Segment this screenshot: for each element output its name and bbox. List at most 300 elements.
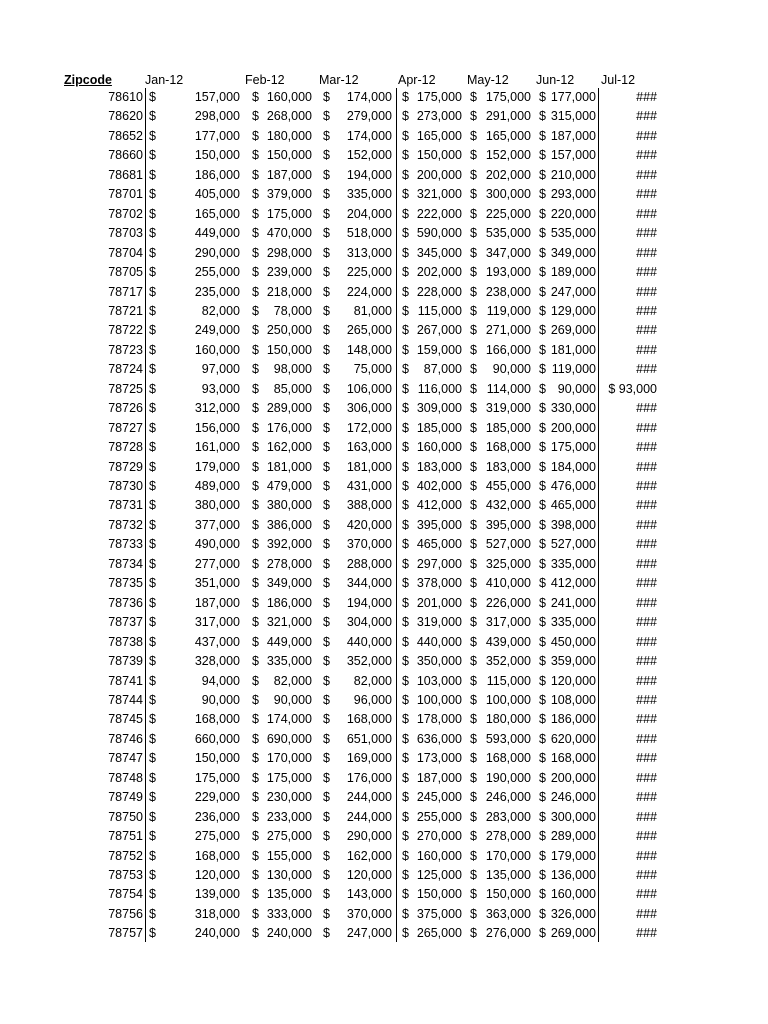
value-cell: ### — [636, 615, 657, 630]
currency-symbol: $ — [402, 90, 409, 104]
zipcode-cell: 78739 — [108, 654, 143, 669]
currency-symbol: $ — [252, 751, 259, 766]
value-cell: 405,000 — [194, 187, 240, 202]
currency-symbol: $ — [252, 303, 259, 318]
zipcode-cell: 78747 — [108, 751, 143, 766]
currency-symbol: $ — [149, 167, 156, 182]
value-cell: 106,000 — [346, 381, 392, 396]
value-cell: 319,000 — [485, 401, 531, 416]
currency-symbol: $ — [323, 926, 330, 941]
value-cell: 239,000 — [266, 265, 312, 280]
currency-symbol: $ — [402, 109, 409, 124]
value-cell: 328,000 — [194, 654, 240, 669]
currency-symbol: $ — [323, 770, 330, 785]
currency-symbol: $ — [470, 906, 477, 921]
value-cell: 352,000 — [346, 654, 392, 669]
value-cell: 246,000 — [550, 790, 596, 805]
table-row — [0, 438, 768, 457]
value-cell: 241,000 — [550, 595, 596, 610]
value-cell: 174,000 — [346, 90, 392, 104]
currency-symbol: $ — [539, 440, 546, 455]
currency-symbol: $ — [252, 459, 259, 474]
value-cell: 386,000 — [266, 517, 312, 532]
currency-symbol: $ — [539, 576, 546, 591]
currency-symbol: $ — [323, 148, 330, 163]
value-cell: 200,000 — [550, 770, 596, 785]
table-row — [0, 516, 768, 535]
currency-symbol: $ — [402, 576, 409, 591]
currency-symbol: $ — [252, 479, 259, 493]
currency-symbol: $ — [539, 692, 546, 707]
currency-symbol: $ — [402, 868, 409, 882]
value-cell: 225,000 — [346, 265, 392, 280]
currency-symbol: $ — [470, 868, 477, 882]
value-cell: 269,000 — [550, 926, 596, 941]
currency-symbol: $ — [402, 128, 409, 143]
value-cell: 87,000 — [423, 362, 462, 377]
currency-symbol: $ — [149, 90, 156, 104]
value-cell: 244,000 — [346, 809, 392, 824]
table-row — [0, 283, 768, 302]
value-cell: 135,000 — [266, 887, 312, 902]
value-cell: 90,000 — [492, 362, 531, 377]
value-cell: 175,000 — [194, 770, 240, 785]
zipcode-cell: 78731 — [108, 498, 143, 513]
value-cell: 527,000 — [550, 537, 596, 552]
currency-symbol: $ — [252, 731, 259, 746]
value-cell: 319,000 — [416, 615, 462, 630]
table-row — [0, 380, 768, 399]
currency-symbol: $ — [323, 265, 330, 280]
value-cell: 184,000 — [550, 459, 596, 474]
value-cell: 240,000 — [194, 926, 240, 941]
value-cell: 82,000 — [353, 673, 392, 688]
value-cell: 345,000 — [416, 245, 462, 260]
currency-symbol: $ — [323, 634, 330, 649]
currency-symbol: $ — [539, 654, 546, 669]
zipcode-cell: 78701 — [108, 187, 143, 202]
value-cell: 160,000 — [194, 342, 240, 357]
currency-symbol: $ — [149, 926, 156, 941]
value-cell: 350,000 — [416, 654, 462, 669]
table-row — [0, 399, 768, 418]
value-cell: 330,000 — [550, 401, 596, 416]
value-cell: 97,000 — [201, 362, 240, 377]
currency-symbol: $ — [323, 556, 330, 571]
table-row — [0, 224, 768, 243]
zipcode-cell: 78726 — [108, 401, 143, 416]
value-cell: 271,000 — [485, 323, 531, 338]
value-cell: 335,000 — [266, 654, 312, 669]
value-cell: 247,000 — [346, 926, 392, 941]
value-cell: $ 93,000 — [608, 381, 657, 396]
currency-symbol: $ — [323, 362, 330, 377]
table-row — [0, 808, 768, 827]
currency-symbol: $ — [323, 692, 330, 707]
currency-symbol: $ — [402, 654, 409, 669]
value-cell: 175,000 — [416, 90, 462, 104]
value-cell: 240,000 — [266, 926, 312, 941]
value-cell: 179,000 — [550, 848, 596, 863]
value-cell: 82,000 — [273, 673, 312, 688]
value-cell: 351,000 — [194, 576, 240, 591]
currency-symbol: $ — [323, 615, 330, 630]
value-cell: 590,000 — [416, 226, 462, 241]
value-cell: 175,000 — [550, 440, 596, 455]
currency-symbol: $ — [402, 167, 409, 182]
value-cell: 273,000 — [416, 109, 462, 124]
zipcode-cell: 78610 — [108, 90, 143, 104]
currency-symbol: $ — [323, 303, 330, 318]
value-cell: 108,000 — [550, 692, 596, 707]
value-cell: 116,000 — [417, 381, 462, 396]
currency-symbol: $ — [323, 751, 330, 766]
value-cell: 278,000 — [266, 556, 312, 571]
value-cell: 139,000 — [194, 887, 240, 902]
zipcode-cell: 78749 — [108, 790, 143, 805]
value-cell: 165,000 — [485, 128, 531, 143]
currency-symbol: $ — [323, 226, 330, 241]
currency-symbol: $ — [402, 226, 409, 241]
value-cell: ### — [636, 303, 657, 318]
currency-symbol: $ — [470, 517, 477, 532]
currency-symbol: $ — [149, 342, 156, 357]
table-row — [0, 321, 768, 340]
currency-symbol: $ — [402, 751, 409, 766]
value-cell: 437,000 — [194, 634, 240, 649]
value-cell: 317,000 — [194, 615, 240, 630]
currency-symbol: $ — [323, 401, 330, 416]
currency-symbol: $ — [149, 848, 156, 863]
value-cell: 275,000 — [266, 829, 312, 844]
value-cell: 249,000 — [194, 323, 240, 338]
zipcode-cell: 78751 — [108, 829, 143, 844]
value-cell: 333,000 — [266, 906, 312, 921]
value-cell: 267,000 — [416, 323, 462, 338]
currency-symbol: $ — [470, 245, 477, 260]
currency-symbol: $ — [402, 265, 409, 280]
value-cell: 181,000 — [550, 342, 596, 357]
zipcode-cell: 78652 — [108, 128, 143, 143]
currency-symbol: $ — [402, 148, 409, 163]
value-cell: ### — [636, 459, 657, 474]
value-cell: 335,000 — [550, 615, 596, 630]
currency-symbol: $ — [323, 109, 330, 124]
value-cell: 388,000 — [346, 498, 392, 513]
table-row — [0, 749, 768, 768]
currency-symbol: $ — [470, 148, 477, 163]
value-cell: 420,000 — [346, 517, 392, 532]
value-cell: 114,000 — [486, 381, 531, 396]
currency-symbol: $ — [252, 712, 259, 727]
value-cell: 103,000 — [416, 673, 462, 688]
currency-symbol: $ — [539, 595, 546, 610]
currency-symbol: $ — [470, 731, 477, 746]
value-cell: 236,000 — [194, 809, 240, 824]
value-cell: 177,000 — [194, 128, 240, 143]
value-cell: 395,000 — [416, 517, 462, 532]
currency-symbol: $ — [323, 595, 330, 610]
currency-symbol: $ — [470, 226, 477, 241]
zipcode-cell: 78750 — [108, 809, 143, 824]
currency-symbol: $ — [539, 887, 546, 902]
currency-symbol: $ — [402, 848, 409, 863]
value-cell: 449,000 — [266, 634, 312, 649]
value-cell: ### — [636, 90, 657, 104]
currency-symbol: $ — [402, 926, 409, 941]
table-row — [0, 574, 768, 593]
currency-symbol: $ — [539, 245, 546, 260]
currency-symbol: $ — [402, 906, 409, 921]
value-cell: 470,000 — [266, 226, 312, 241]
currency-symbol: $ — [149, 673, 156, 688]
value-cell: 201,000 — [416, 595, 462, 610]
table-row — [0, 146, 768, 165]
currency-symbol: $ — [149, 887, 156, 902]
table-row — [0, 672, 768, 691]
value-cell: ### — [636, 440, 657, 455]
value-cell: 300,000 — [550, 809, 596, 824]
currency-symbol: $ — [470, 926, 477, 941]
currency-symbol: $ — [539, 323, 546, 338]
value-cell: 222,000 — [416, 206, 462, 221]
value-cell: 135,000 — [485, 868, 531, 882]
currency-symbol: $ — [470, 576, 477, 591]
value-cell: 312,000 — [194, 401, 240, 416]
currency-symbol: $ — [470, 615, 477, 630]
currency-symbol: $ — [539, 265, 546, 280]
month-header-mar: Mar-12 — [319, 73, 359, 87]
currency-symbol: $ — [252, 167, 259, 182]
value-cell: 476,000 — [550, 479, 596, 493]
value-cell: 325,000 — [485, 556, 531, 571]
value-cell: 150,000 — [194, 148, 240, 163]
currency-symbol: $ — [149, 770, 156, 785]
value-cell: 183,000 — [485, 459, 531, 474]
currency-symbol: $ — [402, 323, 409, 338]
currency-symbol: $ — [402, 498, 409, 513]
currency-symbol: $ — [323, 848, 330, 863]
month-header-jul: Jul-12 — [601, 73, 636, 87]
value-cell: 636,000 — [416, 731, 462, 746]
table-row — [0, 769, 768, 788]
value-cell: 313,000 — [346, 245, 392, 260]
zipcode-cell: 78756 — [108, 906, 143, 921]
zipcode-cell: 78702 — [108, 206, 143, 221]
currency-symbol: $ — [149, 381, 156, 396]
value-cell: 169,000 — [346, 751, 392, 766]
currency-symbol: $ — [539, 128, 546, 143]
currency-symbol: $ — [149, 401, 156, 416]
value-cell: 168,000 — [346, 712, 392, 727]
currency-symbol: $ — [470, 634, 477, 649]
currency-symbol: $ — [539, 284, 546, 299]
value-cell: 297,000 — [416, 556, 462, 571]
table-row — [0, 205, 768, 224]
value-cell: ### — [636, 362, 657, 377]
value-cell: ### — [636, 673, 657, 688]
value-cell: 75,000 — [353, 362, 392, 377]
value-cell: ### — [636, 556, 657, 571]
zipcode-cell: 78748 — [108, 770, 143, 785]
currency-symbol: $ — [323, 906, 330, 921]
zipcode-cell: 78732 — [108, 517, 143, 532]
value-cell: 152,000 — [346, 148, 392, 163]
value-cell: 375,000 — [416, 906, 462, 921]
value-cell: 187,000 — [550, 128, 596, 143]
value-cell: 179,000 — [194, 459, 240, 474]
value-cell: 246,000 — [485, 790, 531, 805]
value-cell: 189,000 — [550, 265, 596, 280]
value-cell: 349,000 — [266, 576, 312, 591]
currency-symbol: $ — [252, 362, 259, 377]
value-cell: 161,000 — [194, 440, 240, 455]
value-cell: 98,000 — [273, 362, 312, 377]
value-cell: 81,000 — [353, 303, 392, 318]
currency-symbol: $ — [252, 440, 259, 455]
value-cell: 300,000 — [485, 187, 531, 202]
currency-symbol: $ — [539, 673, 546, 688]
table-row — [0, 535, 768, 554]
currency-symbol: $ — [402, 362, 409, 377]
value-cell: 255,000 — [194, 265, 240, 280]
value-cell: 168,000 — [485, 751, 531, 766]
value-cell: 170,000 — [485, 848, 531, 863]
value-cell: ### — [636, 654, 657, 669]
value-cell: 265,000 — [346, 323, 392, 338]
currency-symbol: $ — [539, 459, 546, 474]
currency-symbol: $ — [402, 517, 409, 532]
currency-symbol: $ — [252, 284, 259, 299]
table-row — [0, 127, 768, 146]
value-cell: ### — [636, 128, 657, 143]
value-cell: 450,000 — [550, 634, 596, 649]
value-cell: 479,000 — [266, 479, 312, 493]
currency-symbol: $ — [539, 187, 546, 202]
currency-symbol: $ — [252, 109, 259, 124]
zipcode-cell: 78753 — [108, 868, 143, 882]
zipcode-cell: 78730 — [108, 479, 143, 493]
currency-symbol: $ — [149, 265, 156, 280]
currency-symbol: $ — [252, 654, 259, 669]
value-cell: 175,000 — [485, 90, 531, 104]
currency-symbol: $ — [470, 342, 477, 357]
value-cell: 85,000 — [273, 381, 312, 396]
zipcode-cell: 78738 — [108, 634, 143, 649]
table-row — [0, 866, 768, 885]
value-cell: 136,000 — [550, 868, 596, 882]
value-cell: 465,000 — [416, 537, 462, 552]
currency-symbol: $ — [149, 731, 156, 746]
value-cell: 535,000 — [485, 226, 531, 241]
currency-symbol: $ — [470, 829, 477, 844]
currency-symbol: $ — [323, 381, 330, 396]
table-row — [0, 341, 768, 360]
value-cell: 392,000 — [266, 537, 312, 552]
table-row — [0, 302, 768, 321]
value-cell: 489,000 — [194, 479, 240, 493]
table-row — [0, 88, 768, 107]
value-cell: ### — [636, 790, 657, 805]
currency-symbol: $ — [252, 498, 259, 513]
currency-symbol: $ — [149, 323, 156, 338]
currency-symbol: $ — [252, 829, 259, 844]
value-cell: 150,000 — [416, 887, 462, 902]
value-cell: 200,000 — [416, 167, 462, 182]
currency-symbol: $ — [539, 479, 546, 493]
value-cell: 224,000 — [346, 284, 392, 299]
value-cell: ### — [636, 167, 657, 182]
currency-symbol: $ — [402, 829, 409, 844]
table-row — [0, 827, 768, 846]
value-cell: 269,000 — [550, 323, 596, 338]
currency-symbol: $ — [149, 556, 156, 571]
value-cell: 235,000 — [194, 284, 240, 299]
value-cell: ### — [636, 342, 657, 357]
value-cell: 162,000 — [266, 440, 312, 455]
currency-symbol: $ — [323, 868, 330, 882]
value-cell: ### — [636, 226, 657, 241]
value-cell: 186,000 — [194, 167, 240, 182]
value-cell: ### — [636, 712, 657, 727]
value-cell: ### — [636, 595, 657, 610]
value-cell: 172,000 — [346, 420, 392, 435]
currency-symbol: $ — [252, 187, 259, 202]
currency-symbol: $ — [149, 362, 156, 377]
currency-symbol: $ — [470, 303, 477, 318]
currency-symbol: $ — [252, 206, 259, 221]
currency-symbol: $ — [149, 245, 156, 260]
currency-symbol: $ — [402, 206, 409, 221]
currency-symbol: $ — [323, 731, 330, 746]
currency-symbol: $ — [539, 206, 546, 221]
currency-symbol: $ — [539, 712, 546, 727]
currency-symbol: $ — [539, 167, 546, 182]
currency-symbol: $ — [323, 167, 330, 182]
currency-symbol: $ — [539, 303, 546, 318]
value-cell: 160,000 — [416, 848, 462, 863]
value-cell: 119,000 — [486, 303, 531, 318]
table-row — [0, 244, 768, 263]
currency-symbol: $ — [252, 265, 259, 280]
currency-symbol: $ — [402, 770, 409, 785]
value-cell: 244,000 — [346, 790, 392, 805]
currency-symbol: $ — [149, 868, 156, 882]
table-row — [0, 730, 768, 749]
value-cell: 185,000 — [485, 420, 531, 435]
currency-symbol: $ — [149, 226, 156, 241]
currency-symbol: $ — [323, 809, 330, 824]
value-cell: 148,000 — [346, 342, 392, 357]
currency-symbol: $ — [252, 537, 259, 552]
value-cell: 344,000 — [346, 576, 392, 591]
value-cell: 93,000 — [201, 381, 240, 396]
value-cell: 352,000 — [485, 654, 531, 669]
value-cell: 210,000 — [550, 167, 596, 182]
currency-symbol: $ — [402, 381, 409, 396]
currency-symbol: $ — [539, 401, 546, 416]
currency-symbol: $ — [402, 245, 409, 260]
currency-symbol: $ — [252, 342, 259, 357]
value-cell: 370,000 — [346, 537, 392, 552]
value-cell: 90,000 — [557, 381, 596, 396]
currency-symbol: $ — [539, 498, 546, 513]
currency-symbol: $ — [252, 790, 259, 805]
zipcode-cell: 78752 — [108, 848, 143, 863]
value-cell: 193,000 — [485, 265, 531, 280]
currency-symbol: $ — [149, 790, 156, 805]
currency-symbol: $ — [252, 245, 259, 260]
